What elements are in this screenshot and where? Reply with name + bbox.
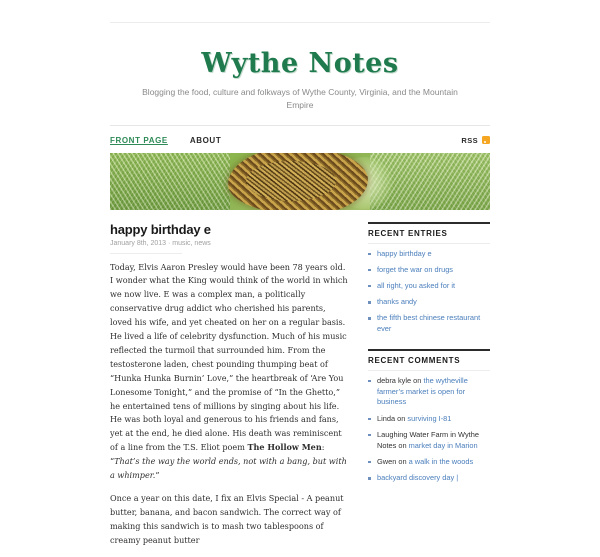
widget-recent-entries xyxy=(368,222,490,335)
list-item xyxy=(368,473,490,484)
list-item xyxy=(368,297,490,308)
site-title: Wythe Notes xyxy=(201,48,399,79)
poem-title: The Hollow Men xyxy=(247,442,322,453)
recent-entry-link[interactable]: the fifth best chinese restaurant ever xyxy=(377,313,481,334)
rss-link[interactable] xyxy=(461,136,490,145)
recent-entry-link[interactable]: forget the war on drugs xyxy=(377,264,454,274)
post-article xyxy=(110,222,350,548)
list-item xyxy=(368,457,490,468)
comment-author: Laughing Water Farm in Wythe Notes xyxy=(377,429,479,450)
poem-quote: That’s the way the world ends, not with a bang, but with a whimper. xyxy=(110,456,347,481)
list-item xyxy=(368,376,490,408)
page-wrapper xyxy=(110,22,490,557)
comment-connector: on xyxy=(395,413,408,423)
header-banner-image xyxy=(110,153,490,210)
list-item xyxy=(368,249,490,260)
comment-author: debra kyle xyxy=(377,375,412,385)
post-paragraph-1 xyxy=(110,261,350,484)
nav-links xyxy=(110,136,221,145)
recent-comments-list xyxy=(368,376,490,484)
post-meta: January 8th, 2013 · music, news xyxy=(110,240,182,254)
banner-foliage-left xyxy=(110,153,230,210)
main-content xyxy=(110,222,350,557)
paragraph-1-text-b: : “ xyxy=(110,442,325,467)
comment-connector: on xyxy=(411,375,424,385)
site-tagline: Blogging the food, culture and folkways of Wythe County, Virginia, and the Mountain Empire xyxy=(142,87,458,110)
recent-entry-link[interactable]: all right, you asked for it xyxy=(377,280,456,290)
comment-connector: on xyxy=(396,440,409,450)
post-body xyxy=(110,261,350,548)
content-columns xyxy=(110,222,490,557)
site-masthead xyxy=(110,22,490,112)
rss-icon xyxy=(482,136,490,144)
paragraph-1-text-a: Today, Elvis Aaron Presley would have been 78 years old. I wonder what the King would think of the world in which we now live. E was a complex man, a politically conservative drug addict who cherished his parents, loved his wife, and yet cheated on her on a regular basis. He lived a life of celebrity dysfunction. Much of his music reflected the turmoil that surrounded him. From the testosterone laden, chest pounding thumping beat of “Hunka Hunka Burnin’ Love,” the heartbreak of ‘Are You Lonesome Tonight,” and the promise of “In the Ghetto,” he entertained tens of millions by singing about his life. He was both loyal and generous to his friends and fans, yet at the end, he died alone. His death was reminiscent of a line from the T.S. Eliot poem xyxy=(110,261,348,453)
list-item xyxy=(368,414,490,425)
recent-entry-link[interactable]: happy birthday e xyxy=(377,248,432,258)
paragraph-1-text-c: ” xyxy=(155,470,160,481)
sidebar xyxy=(368,222,490,557)
page-root xyxy=(0,22,600,545)
list-item xyxy=(368,430,490,451)
main-navigation xyxy=(110,125,490,149)
post-title: happy birthday e xyxy=(110,221,211,237)
comment-author: Gwen xyxy=(377,456,397,466)
comment-post-link[interactable]: the wytheville farmer’s market is open for business xyxy=(377,375,468,407)
recent-entries-list xyxy=(368,249,490,335)
post-paragraph-2: Once a year on this date, I fix an Elvis Special - A peanut butter, banana, and bacon sandwich. The correct way of making this sandwich is to mash two tablespoons of creamy peanut butter xyxy=(110,493,344,545)
list-item xyxy=(368,281,490,292)
recent-comments-title: RECENT COMMENTS xyxy=(368,349,490,371)
list-item xyxy=(368,265,490,276)
comment-post-link[interactable]: market day in Marion xyxy=(408,440,478,450)
recent-entry-link[interactable]: thanks andy xyxy=(377,297,417,307)
widget-recent-comments xyxy=(368,349,490,484)
nav-item-front-page[interactable]: FRONT PAGE xyxy=(110,135,168,145)
rss-label: RSS xyxy=(461,135,478,145)
comment-author: Linda xyxy=(377,413,396,423)
comment-post-link[interactable]: a walk in the woods xyxy=(408,456,474,466)
comment-post-link[interactable]: surviving I-81 xyxy=(407,413,452,423)
comment-connector: on xyxy=(396,456,409,466)
recent-entries-title: RECENT ENTRIES xyxy=(368,222,490,244)
banner-bee-swarm xyxy=(228,153,368,210)
nav-item-about[interactable]: ABOUT xyxy=(189,135,222,145)
comment-post-link[interactable]: backyard discovery day | xyxy=(377,473,459,483)
list-item xyxy=(368,313,490,334)
